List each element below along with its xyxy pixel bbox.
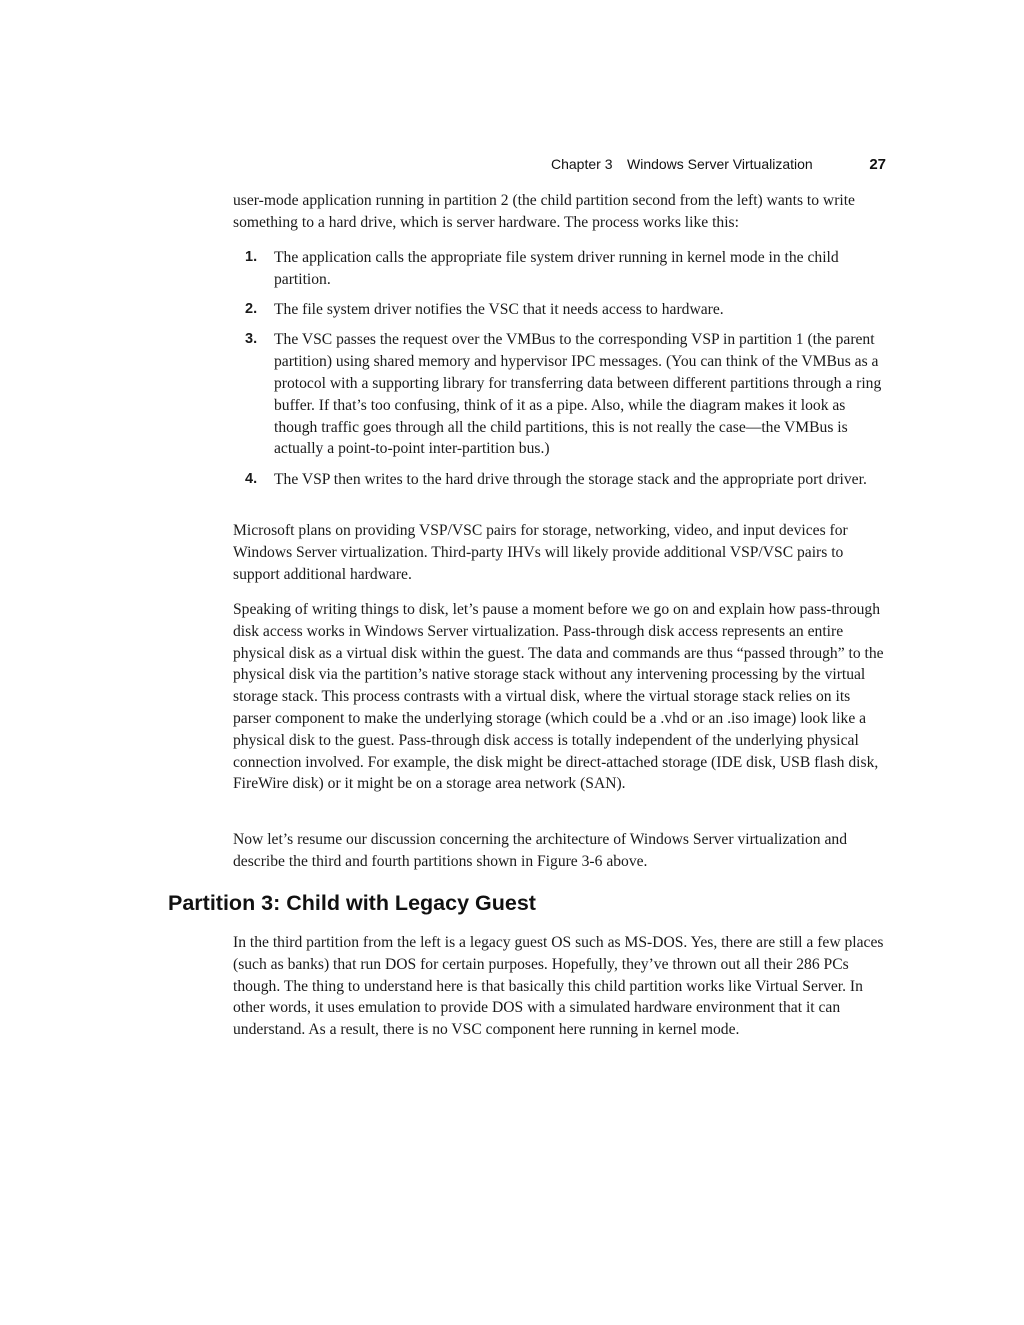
section-paragraph: In the third partition from the left is a legacy guest OS such as MS-DOS. Yes, there are still a few places (such as banks) that run DOS for certain purposes. Hopefully, they’ve thrown out all their 286 PCs though. The thing to understand here is that basically this child partition works like Virtual Server. In other words, it uses emulation to provide DOS with a simulated hardware environment that it can understand. As a result, there is no VSC component here running in kernel mode. (233, 934, 884, 1039)
step-text: The file system driver notifies the VSC that it needs access to hardware. (274, 301, 724, 319)
section-paragraph-block (233, 932, 885, 1041)
paragraph-block (233, 520, 885, 585)
intro-paragraph-block (233, 190, 885, 234)
vsp-vsc-paragraph: Microsoft plans on providing VSP/VSC pairs for storage, networking, video, and input devices for Windows Server virtualization. Third-party IHVs will likely provide additional VSP/VSC pairs to support additional hardware. (233, 522, 848, 583)
step-text: The VSC passes the request over the VMBus to the corresponding VSP in partition 1 (the parent partition) using shared memory and hypervisor IPC messages. (You can think of the VMBus as a protocol with a supporting library for transferring data between different partitions through a ring buffer. If that’s too confusing, think of it as a pipe. Also, while the diagram makes it look as though traffic goes through all the child partitions, this is not really the case—the VMBus is actually a point-to-point inter-partition bus.) (274, 331, 882, 458)
pass-through-paragraph: Speaking of writing things to disk, let’s pause a moment before we go on and explain how pass-through disk access works in Windows Server virtualization. Pass-through disk access represents an entire physical disk as a virtual disk within the guest. The data and commands are thus “passed through” to the physical disk via the partition’s native storage stack without any intervening processing by the virtual storage stack. This process contrasts with a virtual disk, where the virtual storage stack relies on its parser component to make the underlying storage (which could be a .vhd or an .iso image) look like a physical disk to the guest. Pass-through disk access is totally independent of the underlying physical connection involved. For example, the disk might be direct-attached storage (IDE disk, USB flash disk, FireWire disk) or it might be on a storage area network (SAN). (233, 601, 884, 793)
list-item (233, 299, 885, 321)
page-number: 27 (869, 156, 886, 173)
list-item (233, 247, 885, 291)
list-item (233, 469, 885, 491)
process-steps-list (233, 247, 885, 499)
chapter-title: Windows Server Virtualization (627, 156, 813, 172)
resume-paragraph: Now let’s resume our discussion concerning the architecture of Windows Server virtualization and describe the third and fourth partitions shown in Figure 3-6 above. (233, 831, 847, 870)
paragraph-block (233, 829, 885, 873)
paragraph-block (233, 599, 885, 795)
step-number: 3. (245, 331, 258, 348)
intro-paragraph: user-mode application running in partition 2 (the child partition second from the left) wants to write something to a hard drive, which is server hardware. The process works like this: (233, 192, 855, 231)
section-heading: Partition 3: Child with Legacy Guest (168, 891, 536, 915)
step-text: The VSP then writes to the hard drive through the storage stack and the appropriate port driver. (274, 470, 867, 488)
running-header (551, 156, 886, 176)
step-text: The application calls the appropriate file system driver running in kernel mode in the child partition. (274, 249, 839, 288)
list-item (233, 329, 885, 460)
chapter-label: Chapter 3 (551, 156, 613, 172)
step-number: 2. (245, 301, 258, 318)
step-number: 4. (245, 470, 258, 487)
step-number: 1. (245, 249, 258, 265)
